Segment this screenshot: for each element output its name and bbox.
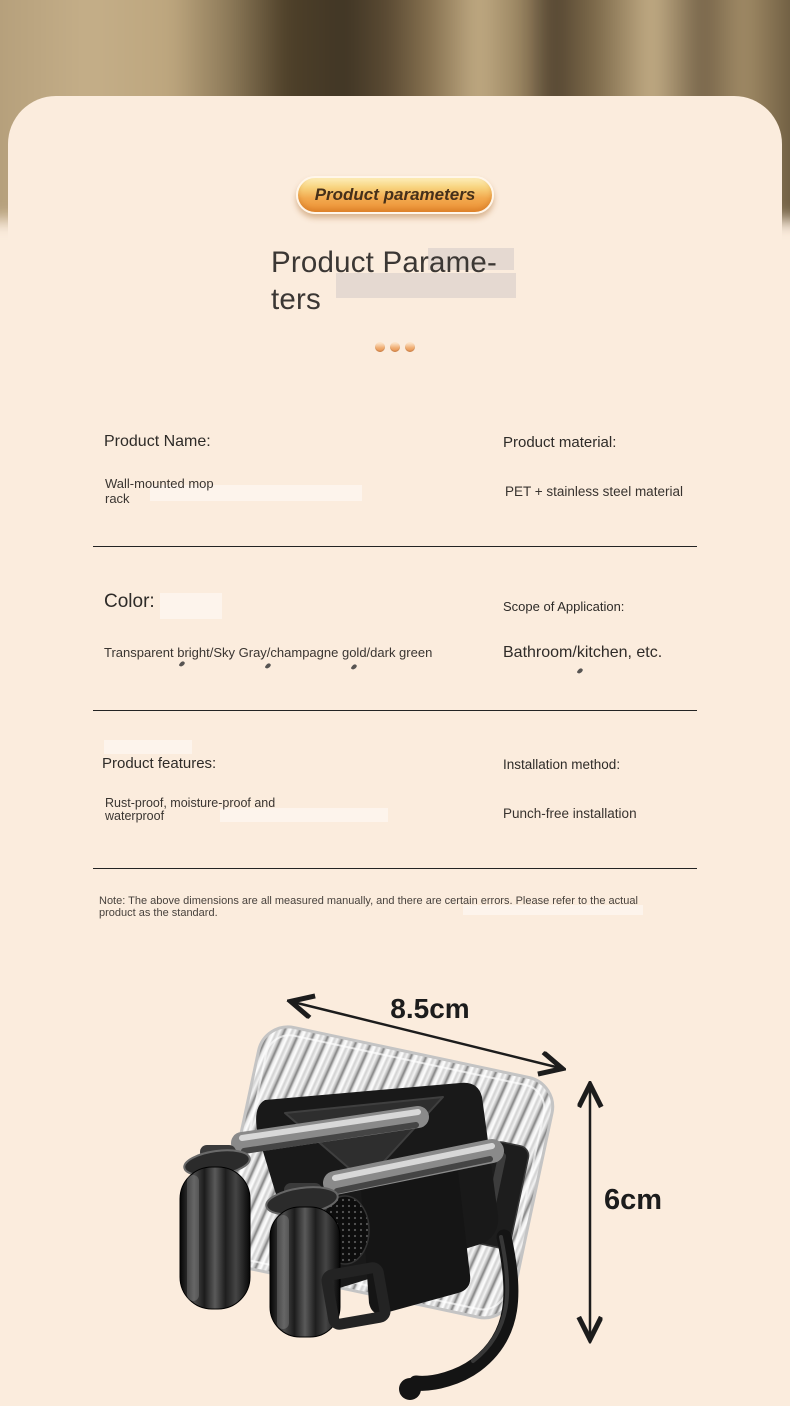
page-title-line1: Product Parame- (271, 246, 497, 279)
page-title (271, 244, 497, 318)
param-value-product-material: PET + stainless steel material (505, 484, 683, 499)
param-value-scope: Bathroom/kitchen, etc. (503, 644, 663, 661)
badge-label: Product parameters (314, 185, 476, 204)
param-label-color: Color: (104, 591, 155, 612)
text-artifact (351, 663, 358, 670)
dot-icon (405, 342, 415, 352)
decorative-dots (8, 342, 782, 352)
overlay-artifact (160, 593, 222, 619)
text-artifact (265, 662, 272, 669)
divider (93, 546, 697, 547)
param-value-features: Rust-proof, moisture-proof and waterproof (105, 796, 276, 823)
param-label-features: Product features: (102, 755, 217, 772)
height-dimension-label: 6cm (604, 1184, 663, 1216)
param-label-product-name: Product Name: (104, 433, 211, 450)
param-value-color: Transparent bright/Sky Gray/champagne gold/dark green (104, 645, 433, 660)
param-value-installation: Punch-free installation (503, 806, 637, 821)
param-label-product-material: Product material: (503, 434, 617, 451)
param-value-product-name: Wall-mounted mop rack (105, 476, 214, 506)
dot-icon (390, 342, 400, 352)
text-artifact (179, 660, 186, 667)
product-parameters-badge (296, 176, 494, 214)
page-title-line2: ters (271, 283, 321, 316)
divider (93, 710, 697, 711)
divider (93, 868, 697, 869)
param-label-installation: Installation method: (503, 757, 621, 772)
measurement-note: Note: The above dimensions are all measured manually, and there are certain errors. Please refer to the actual product as the standard. (99, 895, 638, 919)
product-image (160, 975, 680, 1400)
dot-icon (375, 342, 385, 352)
text-artifact (577, 667, 584, 674)
width-dimension-label: 8.5cm (390, 993, 470, 1024)
param-label-scope: Scope of Application: (503, 599, 625, 614)
product-parameters-card (8, 96, 782, 1406)
overlay-artifact (104, 740, 192, 754)
